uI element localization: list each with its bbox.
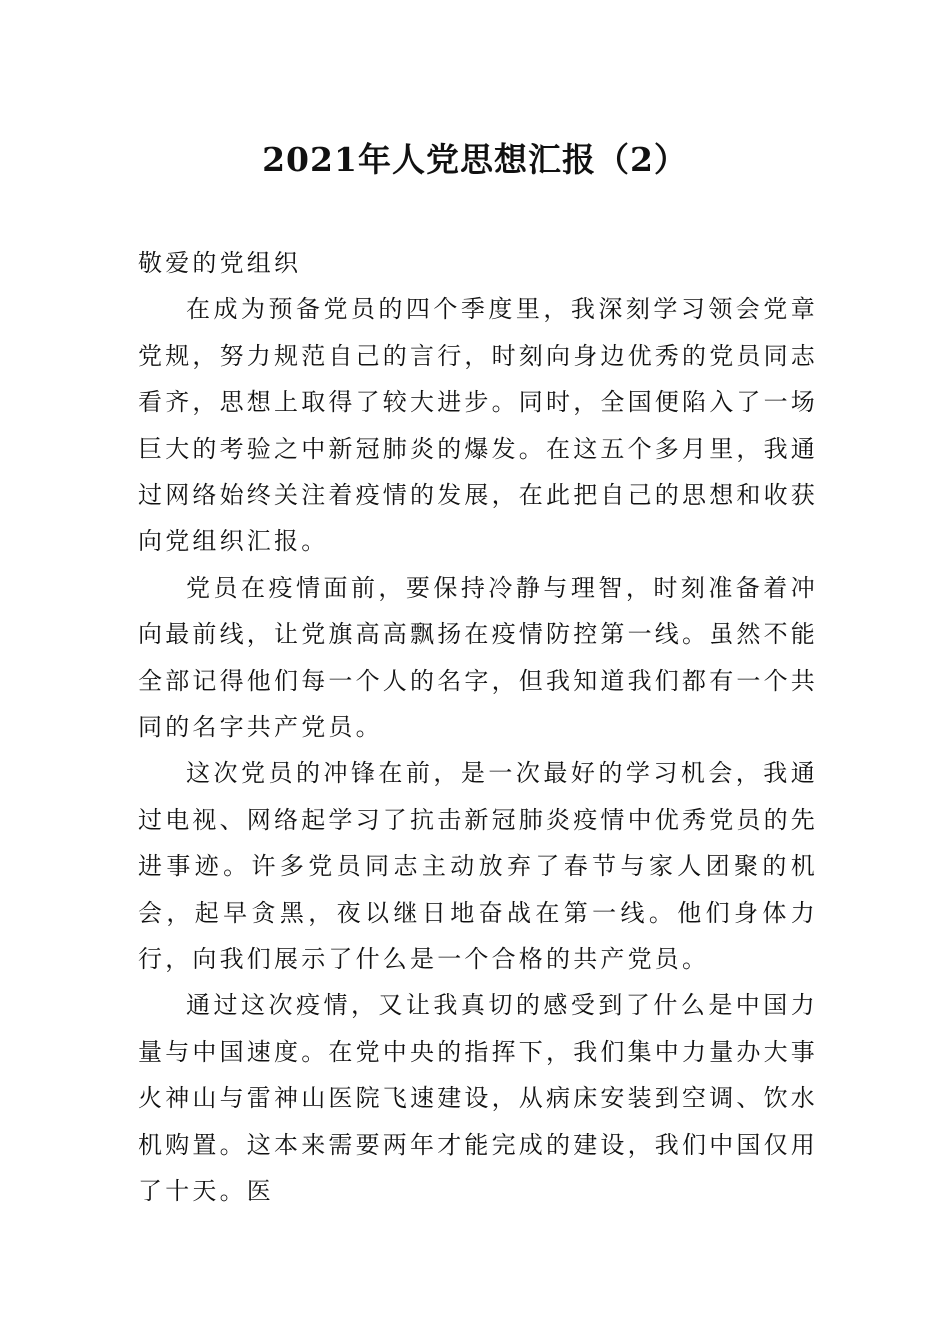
paragraph: 通过这次疫情，又让我真切的感受到了什么是中国力量与中国速度。在党中央的指挥下，我们集中力量办大事火神山与雷神山医院飞速建设，从病床安装到空调、饮水机购置。这本来需要两年才能完成的建设，我们中国仅用了十天。医 — [138, 991, 818, 1206]
paragraph: 这次党员的冲锋在前，是一次最好的学习机会，我通过电视、网络起学习了抗击新冠肺炎疫情中优秀党员的先进事迹。许多党员同志主动放弃了春节与家人团聚的机会，起早贪黑，夜以继日地奋战在第一线。他们身体力行，向我们展示了什么是一个合格的共产党员。 — [138, 759, 818, 974]
document-body — [138, 240, 818, 1215]
paragraph: 在成为预备党员的四个季度里，我深刻学习领会党章党规，努力规范自己的言行，时刻向身边优秀的党员同志看齐，思想上取得了较大进步。同时，全国便陷入了一场巨大的考验之中新冠肺炎的爆发。在这五个多月里，我通过网络始终关注着疫情的发展，在此把自己的思想和收获向党组织汇报。 — [138, 295, 818, 556]
paragraph: 党员在疫情面前，要保持冷静与理智，时刻准备着冲向最前线，让党旗高高飘扬在疫情防控第一线。虽然不能全部记得他们每一个人的名字，但我知道我们都有一个共同的名字共产党员。 — [138, 573, 818, 742]
salutation: 敬爱的党组织 — [138, 249, 302, 277]
document-title: 2021年人党思想汇报（2） — [262, 140, 688, 179]
